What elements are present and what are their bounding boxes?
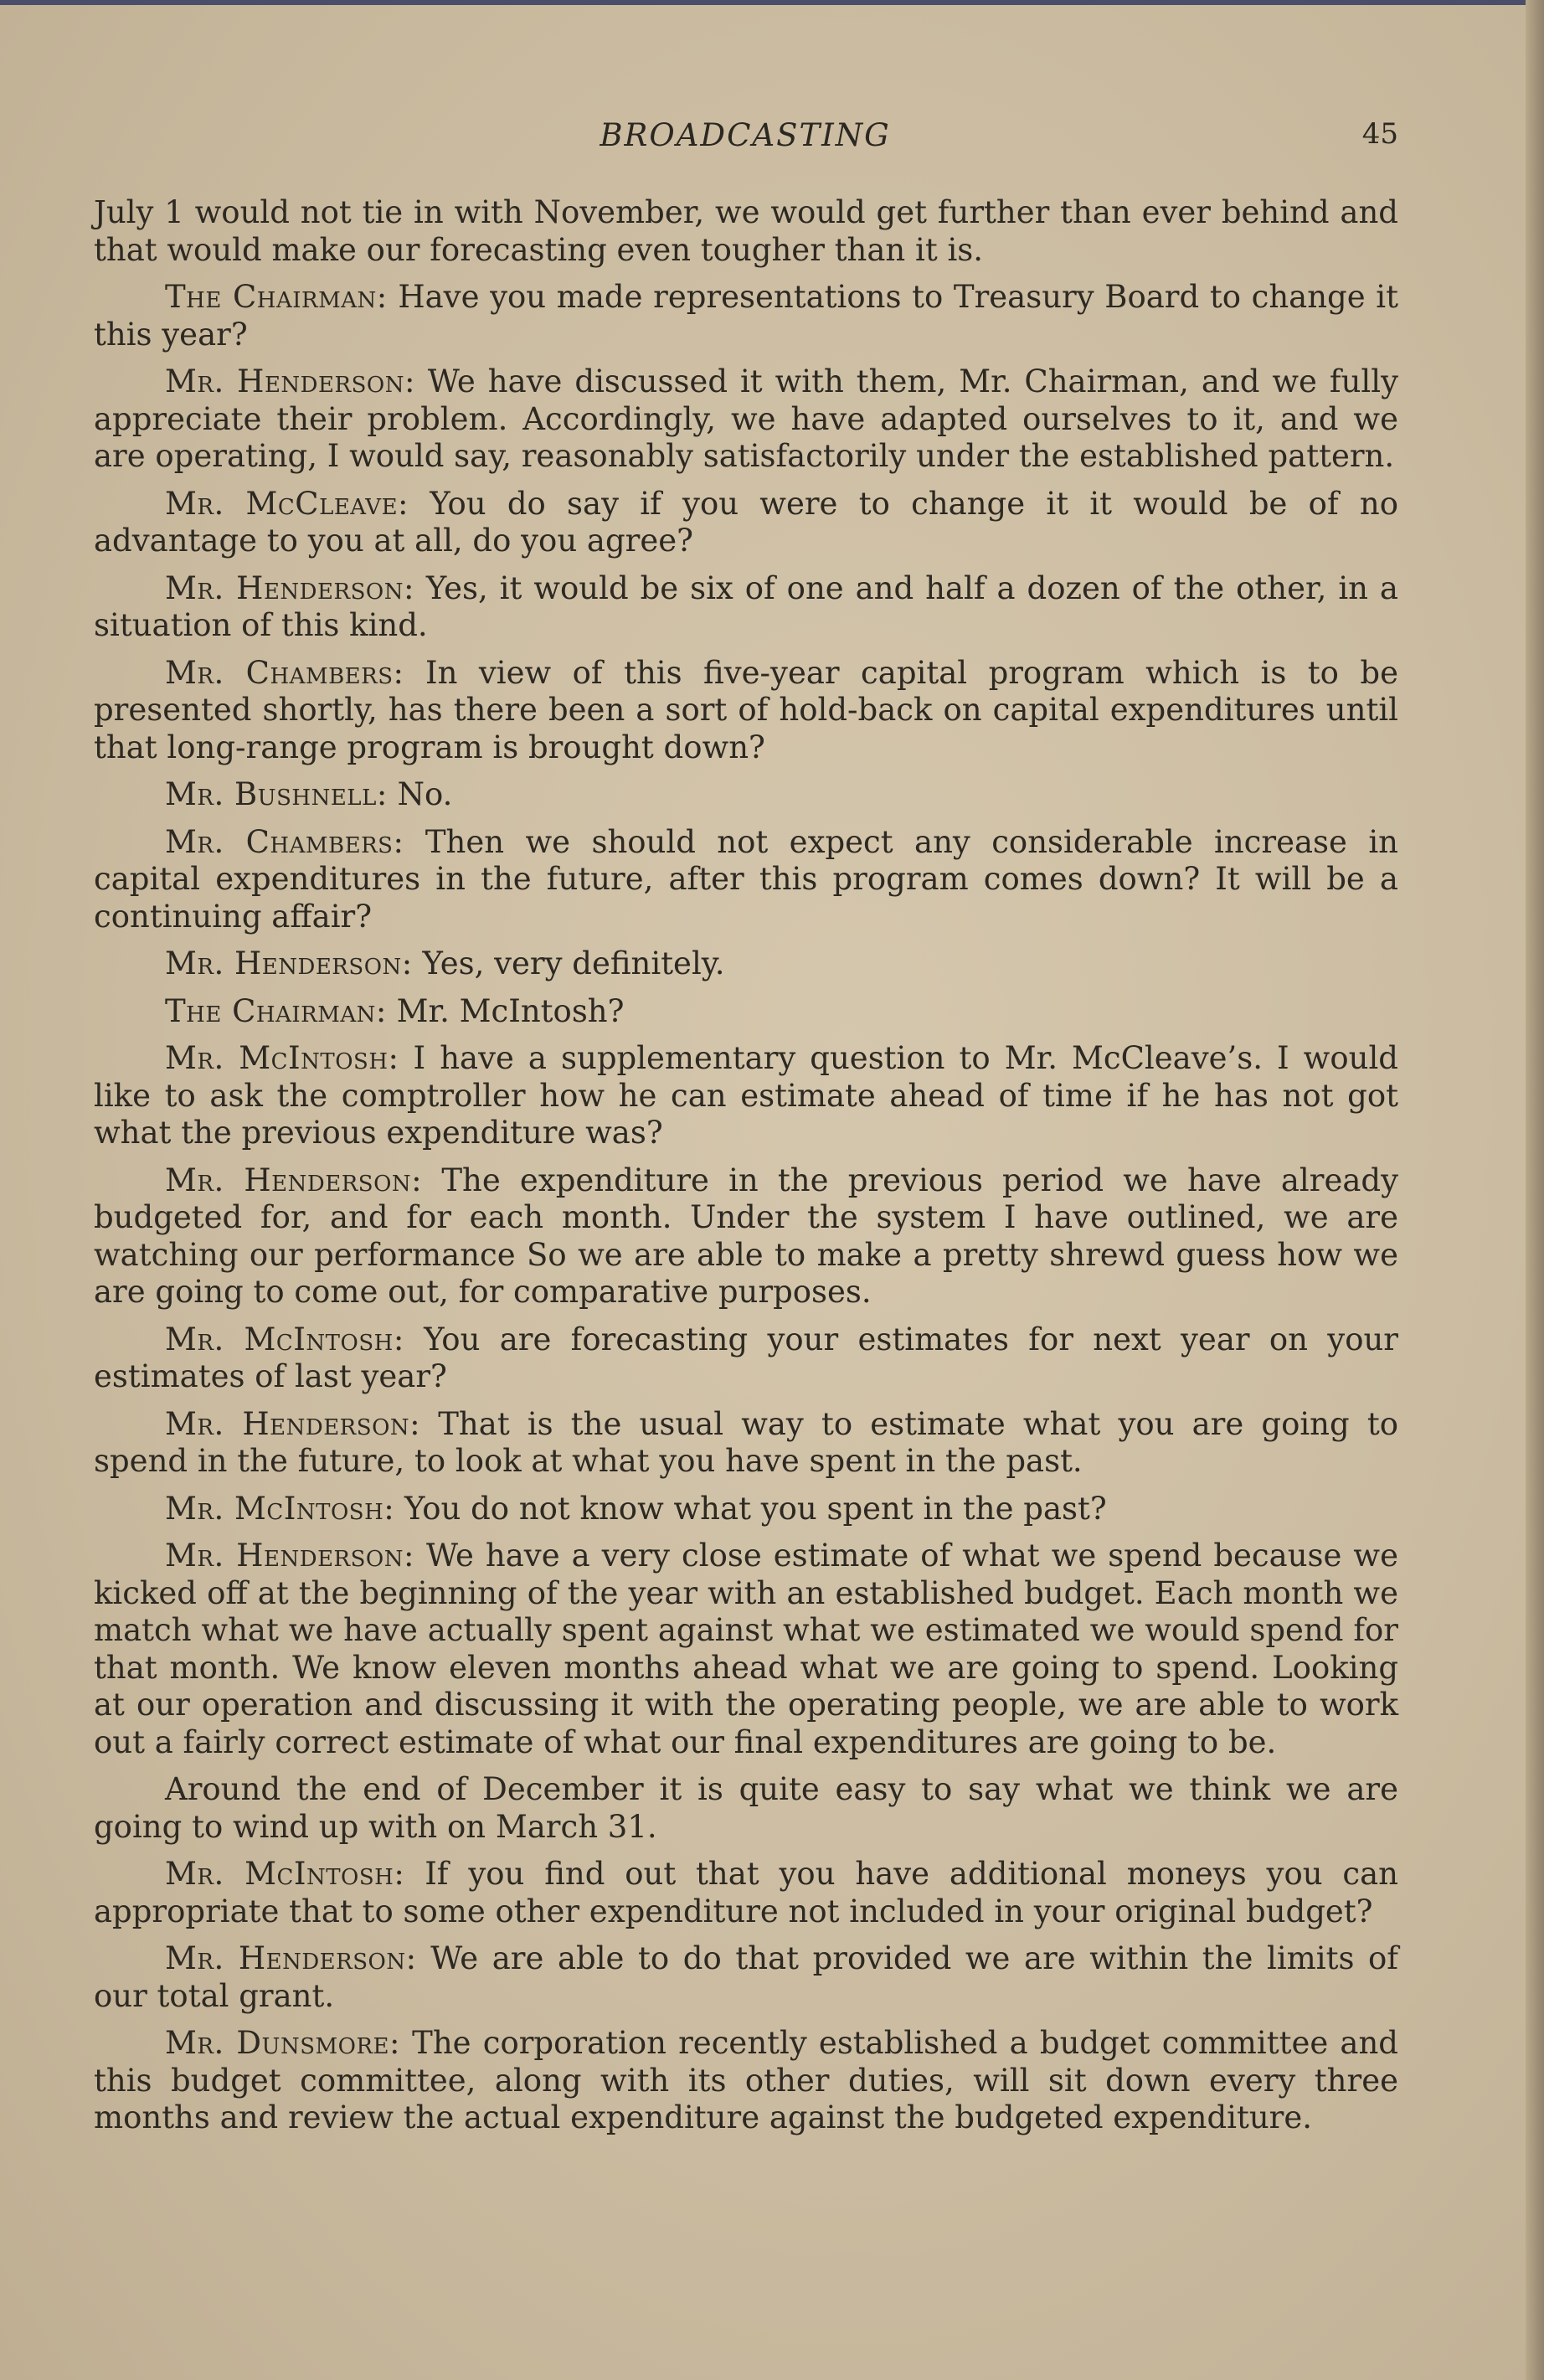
speaker-label: Mr. Bushnell: (165, 776, 388, 812)
paragraph (94, 993, 1398, 1031)
paragraph-text: Yes, very definitely. (422, 945, 725, 981)
speaker-label: Mr. Chambers: (165, 823, 404, 860)
speaker-label: Mr. McIntosh: (165, 1856, 405, 1892)
speaker-label: Mr. Henderson: (165, 363, 415, 399)
paragraph (94, 1491, 1398, 1528)
speaker-label: Mr. Henderson: (165, 1405, 421, 1442)
paragraph (94, 1040, 1398, 1152)
speaker-label: Mr. Chambers: (165, 654, 404, 691)
paragraph (94, 1940, 1398, 2015)
page-top-edge (0, 0, 1544, 5)
paragraph-text: No. (397, 776, 453, 812)
paragraph-text: Around the end of December it is quite easy to say what we think we are going to wind up with on March 31. (94, 1771, 1398, 1845)
paragraph (94, 1538, 1398, 1761)
speaker-label: Mr. McIntosh: (165, 1321, 404, 1357)
speaker-label: Mr. McIntosh: (165, 1040, 399, 1076)
paragraph (94, 824, 1398, 936)
speaker-label: The Chairman: (165, 279, 388, 315)
paragraph-text: The expenditure in the previous period we have already budgeted for, and for each month. Under the system I have outlined, we are watching our performance So we are able to make a pretty shrewd guess how we are going to come out, for comparative purposes. (94, 1162, 1398, 1310)
paragraph-text: If you find out that you have additional moneys you can appropriate that to some other expenditure not included in your original budget? (94, 1856, 1399, 1929)
page-binding-edge (1526, 0, 1544, 2380)
paragraph (94, 1162, 1398, 1311)
paragraph-text: I have a supplementary question to Mr. McCleave’s. I would like to ask the comptroller how he can estimate ahead of time if he has not got what the previous expenditure was? (94, 1040, 1398, 1151)
paragraph (94, 2025, 1398, 2137)
paragraph-text: We are able to do that provided we are within the limits of our total grant. (94, 1940, 1399, 2014)
paragraph-text: In view of this five-year capital program which is to be presented shortly, has there been a sort of hold-back on capital expenditures until that long-range program is brought down? (94, 654, 1398, 765)
speaker-label: Mr. Dunsmore: (165, 2025, 400, 2061)
speaker-label: Mr. Henderson: (165, 945, 413, 981)
speaker-label: The Chairman: (165, 992, 387, 1029)
paragraph (94, 363, 1398, 476)
paragraph-text: Yes, it would be six of one and half a dozen of the other, in a situation of this kind. (94, 569, 1398, 643)
paragraph (94, 945, 1398, 983)
paragraph-text: That is the usual way to estimate what you are going to spend in the future, to look at what you have spent in the past. (94, 1405, 1398, 1479)
paragraph (94, 655, 1398, 767)
paragraph (94, 1771, 1398, 1846)
paragraph (94, 486, 1398, 560)
speaker-label: Mr. Henderson: (165, 1538, 414, 1574)
speaker-label: Mr. Henderson: (165, 1162, 423, 1198)
paragraph-text: You do say if you were to change it it would be of no advantage to you at all, do you agree? (94, 485, 1398, 559)
paragraph-text: Mr. McIntosh? (396, 992, 625, 1029)
speaker-label: Mr. Henderson: (165, 1940, 417, 1976)
paragraph (94, 1856, 1398, 1930)
page-number: 45 (1361, 117, 1398, 151)
running-head: BROADCASTING (600, 117, 891, 153)
paragraph-text: You do not know what you spent in the past? (404, 1490, 1107, 1527)
paragraph (94, 279, 1398, 353)
speaker-label: Mr. Henderson: (165, 569, 414, 606)
paragraph (94, 776, 1398, 814)
paragraph-text: We have a very close estimate of what we spend because we kicked off at the beginning of the year with an established budget. Each month we match what we have actually spent against what we estimated we would spend for that month. We know eleven months ahead what we are going to spend. Looking at our operation and discussing it with the operating people, we are able to work out a fairly correct estimate of what our final expenditures are going to be. (94, 1538, 1398, 1760)
page-header (92, 117, 1398, 167)
paragraph-text: The corporation recently established a budget committee and this budget committee, along with its other duties, will sit down every three months and review the actual expenditure against the budgeted expenditure. (94, 2025, 1398, 2135)
transcript-body (94, 194, 1398, 2147)
paragraph-text: Have you made representations to Treasury Board to change it this year? (94, 279, 1398, 353)
paragraph (94, 1406, 1398, 1481)
speaker-label: Mr. McIntosh: (165, 1490, 395, 1527)
paragraph-text: You are forecasting your estimates for next year on your estimates of last year? (94, 1321, 1398, 1394)
paragraph (94, 1321, 1398, 1396)
paragraph-text: We have discussed it with them, Mr. Chairman, and we fully appreciate their problem. Accordingly, we have adapted ourselves to it, and we are operating, I would say, reasonably satisfactorily under the established pattern. (94, 363, 1398, 474)
paragraph-text: Then we should not expect any considerable increase in capital expenditures in the future, after this program comes down? It will be a continuing affair? (94, 823, 1398, 935)
paragraph (94, 194, 1398, 269)
speaker-label: Mr. McCleave: (165, 485, 409, 522)
paragraph-text: July 1 would not tie in with November, we would get further than ever behind and that would make our forecasting even tougher than it is. (94, 194, 1398, 268)
paragraph (94, 570, 1398, 645)
